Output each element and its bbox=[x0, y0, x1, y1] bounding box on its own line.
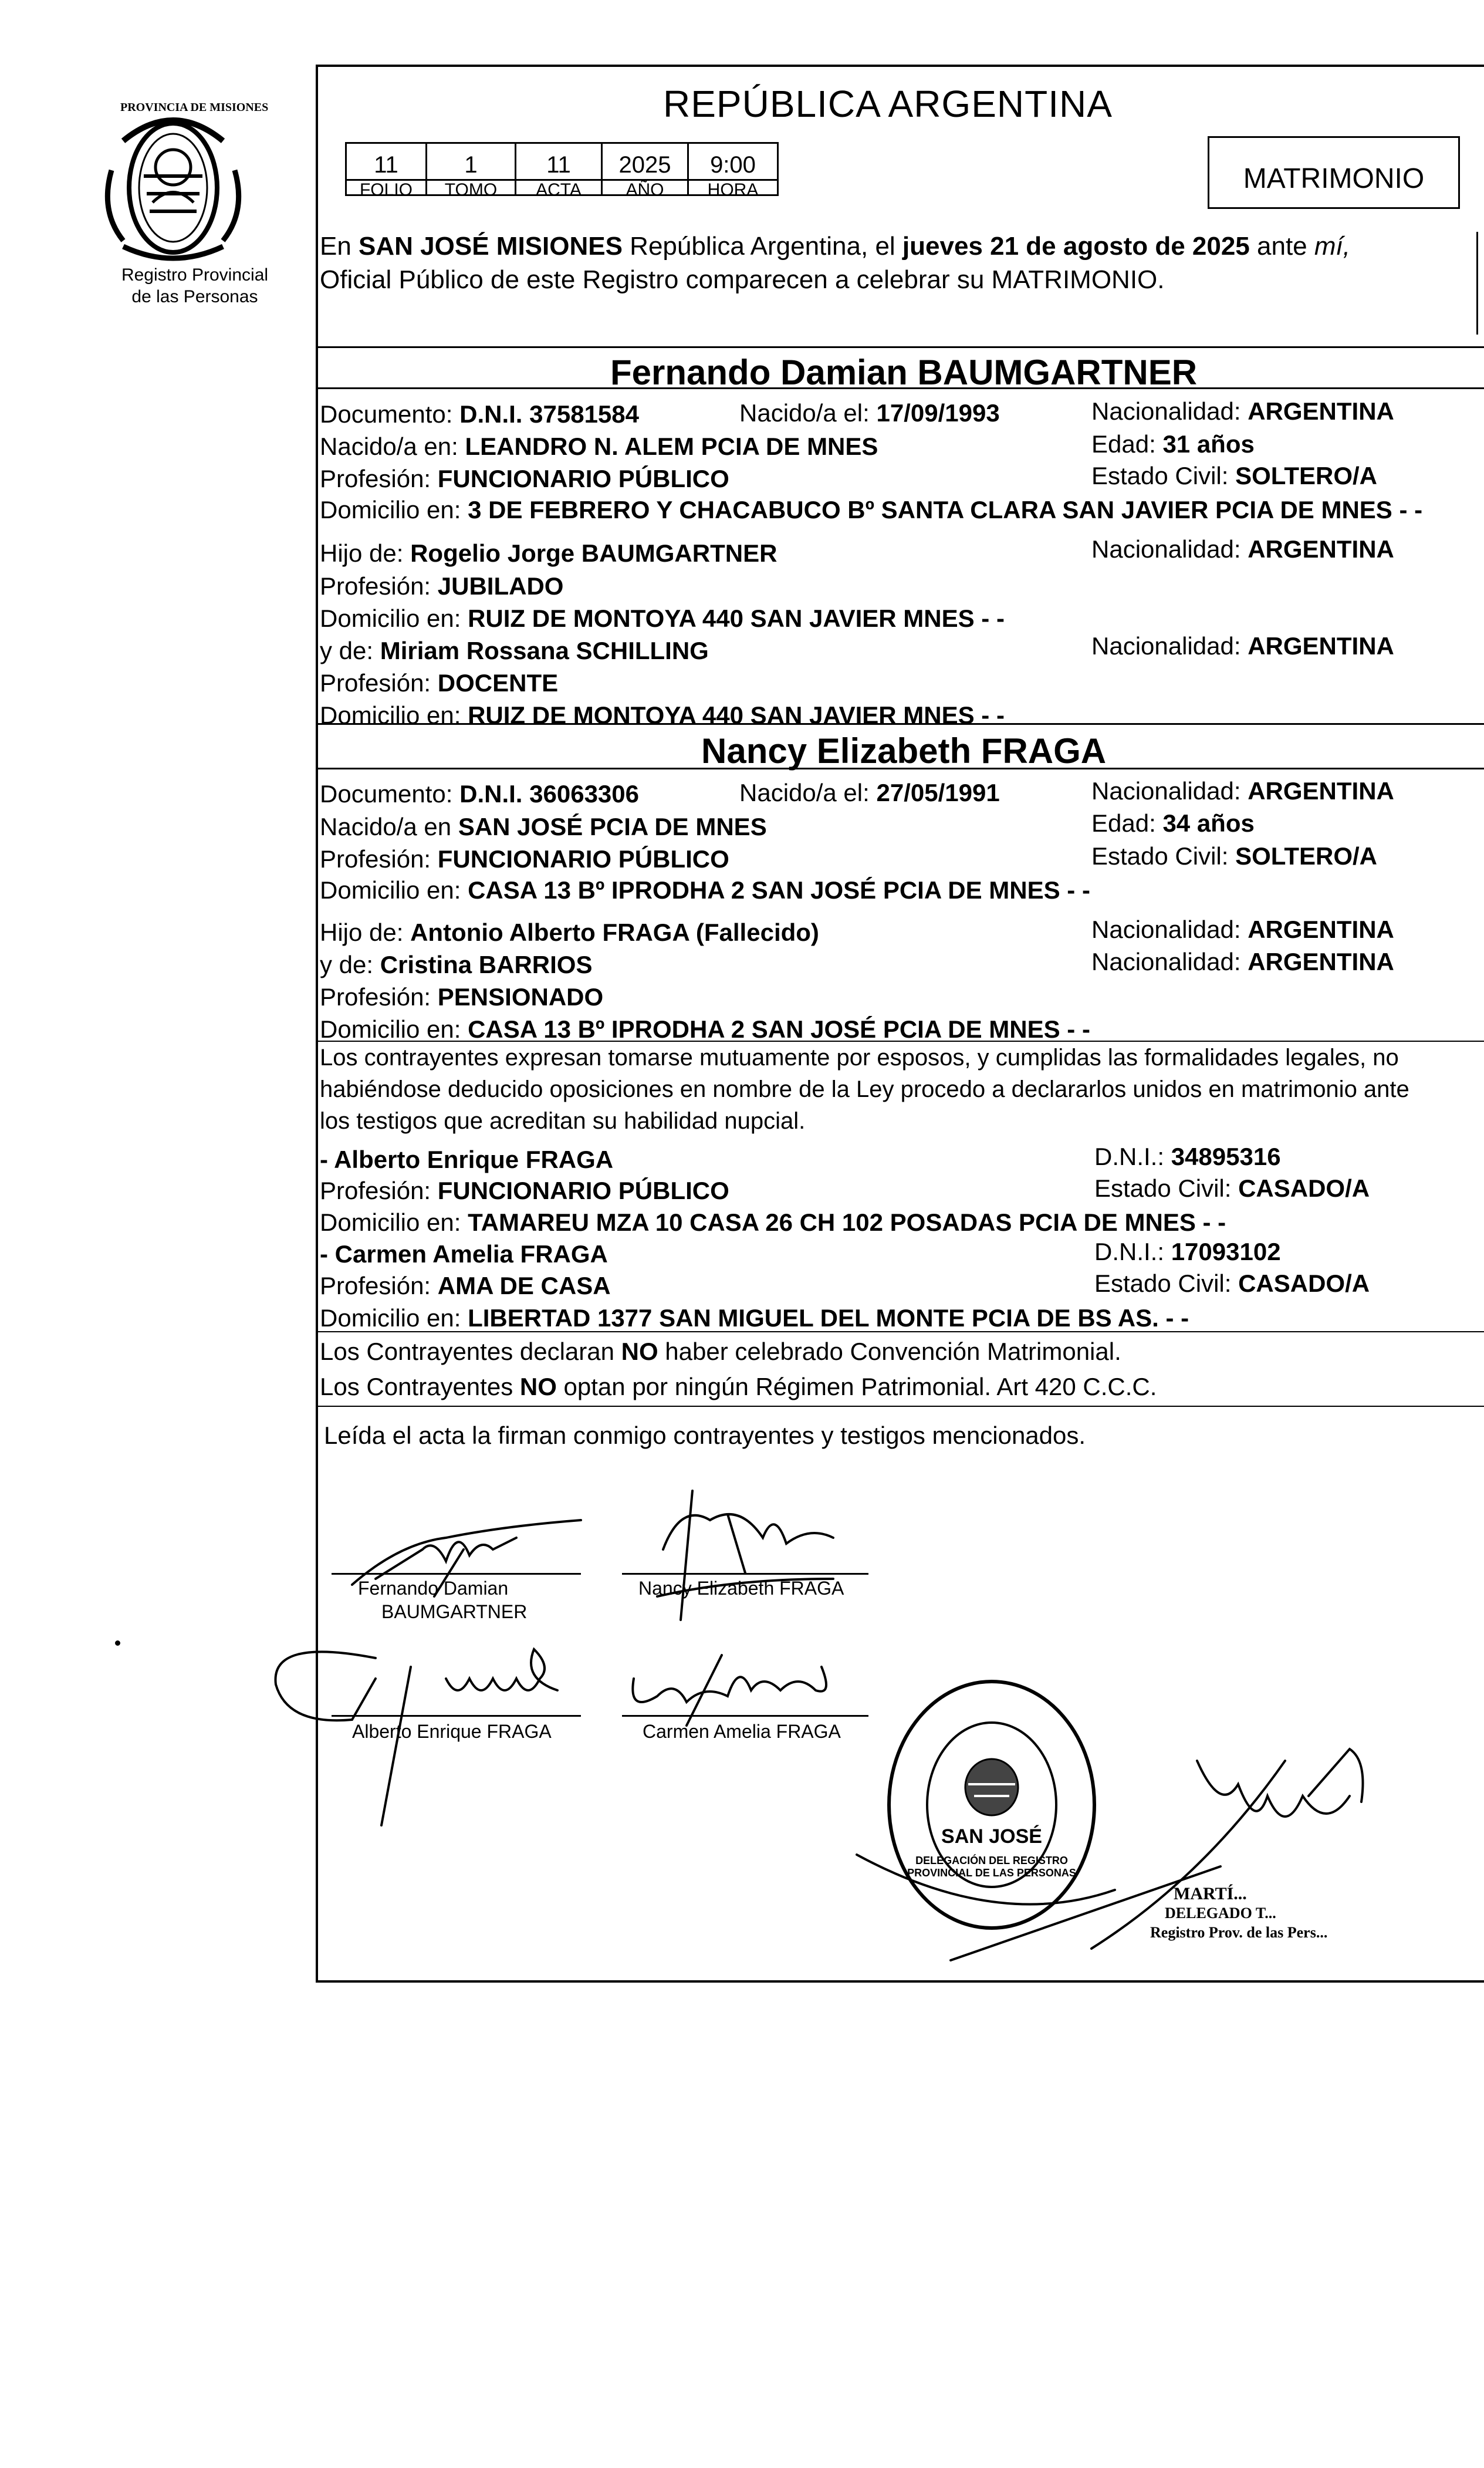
acta-label: ACTA bbox=[516, 179, 601, 200]
signature-witness1 bbox=[275, 1649, 557, 1825]
declaration-line-1: Los contrayentes expresan tomarse mutuamente por esposos, y cumplidas las formalidades legales, no bbox=[320, 1045, 1399, 1071]
spouse2-mother: y de: Cristina BARRIOS bbox=[320, 951, 593, 978]
intro-line-2: Oficial Público de este Registro comparecen a celebrar su MATRIMONIO. bbox=[320, 265, 1165, 294]
spouse2-name: Nancy Elizabeth FRAGA bbox=[701, 731, 1107, 771]
declaration-line-2: habiéndose deducido oposiciones en nombre de la Ley procedo a declararlos unidos en matrimonio ante bbox=[320, 1076, 1409, 1102]
agency-name-line1: Registro Provincial bbox=[121, 265, 269, 285]
spouse1-born-on: Nacido/a el: 17/09/1993 bbox=[739, 399, 1000, 427]
spouse1-doc: Documento: D.N.I. 37581584 bbox=[320, 400, 639, 428]
acta-value: 11 bbox=[546, 152, 571, 178]
stray-dot bbox=[115, 1640, 120, 1646]
emblem-lettering: PROVINCIA DE MISIONES bbox=[120, 101, 269, 114]
country-title: REPÚBLICA ARGENTINA bbox=[663, 83, 1113, 125]
signature-label-spouse1: Fernando Damian bbox=[358, 1578, 509, 1599]
hora-value: 9:00 bbox=[710, 152, 756, 178]
spouse2-mother-address: Domicilio en: CASA 13 Bº IPRODHA 2 SAN JOSÉ PCIA DE MNES - - bbox=[320, 1015, 1090, 1043]
spouse2-father: Hijo de: Antonio Alberto FRAGA (Fallecido) bbox=[320, 919, 819, 946]
tomo-value: 1 bbox=[464, 152, 478, 178]
seal-outer-text: DELEGACIÓN DEL REGISTRO PROVINCIAL DE LAS PERSONAS bbox=[907, 1855, 1076, 1879]
spouse1-mother-nationality: Nacionalidad: ARGENTINA bbox=[1091, 632, 1394, 660]
folio-value: 11 bbox=[374, 152, 398, 178]
witness1-civil-status: Estado Civil: CASADO/A bbox=[1094, 1174, 1370, 1202]
officer-stamp-line-1: MARTÍ... bbox=[1174, 1884, 1247, 1903]
witness2-address: Domicilio en: LIBERTAD 1377 SAN MIGUEL DEL MONTE PCIA DE BS AS. - - bbox=[320, 1304, 1189, 1332]
spouse1-address: Domicilio en: 3 DE FEBRERO Y CHACABUCO Bº SANTA CLARA SAN JAVIER PCIA DE MNES - - bbox=[320, 496, 1423, 524]
spouse2-age: Edad: 34 años bbox=[1091, 809, 1255, 837]
witness1-address: Domicilio en: TAMAREU MZA 10 CASA 26 CH 102 POSADAS PCIA DE MNES - - bbox=[320, 1208, 1226, 1236]
spouse1-nationality: Nacionalidad: ARGENTINA bbox=[1091, 397, 1394, 425]
signature-label-spouse1-surname: BAUMGARTNER bbox=[381, 1601, 528, 1622]
spouse1-civil-status: Estado Civil: SOLTERO/A bbox=[1091, 462, 1377, 489]
spouse1-mother-address: Domicilio en: RUIZ DE MONTOYA 440 SAN JAVIER MNES - - bbox=[320, 701, 1005, 729]
spouse2-civil-status: Estado Civil: SOLTERO/A bbox=[1091, 842, 1377, 870]
seal-icon bbox=[880, 1673, 1103, 1943]
spouse1-name: Fernando Damian BAUMGARTNER bbox=[610, 353, 1198, 392]
signature-spouse2 bbox=[657, 1491, 833, 1620]
official-seal bbox=[880, 1673, 1103, 1943]
spouse2-address: Domicilio en: CASA 13 Bº IPRODHA 2 SAN JOSÉ PCIA DE MNES - - bbox=[320, 876, 1090, 904]
anio-value: 2025 bbox=[618, 152, 671, 178]
signature-label-witness2: Carmen Amelia FRAGA bbox=[643, 1721, 841, 1742]
spouse1-mother-profession: Profesión: DOCENTE bbox=[320, 669, 559, 697]
officer-stamp-line-2: DELEGADO T... bbox=[1165, 1905, 1276, 1922]
signature-label-witness1: Alberto Enrique FRAGA bbox=[352, 1721, 552, 1742]
closing-text: Leída el acta la firman conmigo contrayentes y testigos mencionados. bbox=[324, 1422, 1086, 1449]
spouse2-father-nationality: Nacionalidad: ARGENTINA bbox=[1091, 916, 1394, 943]
spouse1-profession: Profesión: FUNCIONARIO PÚBLICO bbox=[320, 465, 729, 492]
intro-line-1: En SAN JOSÉ MISIONES República Argentina, el jueves 21 de agosto de 2025 ante mí, bbox=[320, 232, 1350, 261]
hora-label: HORA bbox=[689, 179, 777, 200]
anio-label: AÑO bbox=[603, 179, 687, 200]
spouse2-mother-profession: Profesión: PENSIONADO bbox=[320, 983, 604, 1011]
witness2-civil-status: Estado Civil: CASADO/A bbox=[1094, 1270, 1370, 1297]
spouse2-profession: Profesión: FUNCIONARIO PÚBLICO bbox=[320, 845, 729, 873]
tomo-label: TOMO bbox=[427, 179, 515, 200]
witness2-name: - Carmen Amelia FRAGA bbox=[320, 1240, 608, 1268]
spouse1-father-profession: Profesión: JUBILADO bbox=[320, 572, 564, 600]
spouse2-born-on: Nacido/a el: 27/05/1991 bbox=[739, 779, 1000, 806]
record-type: MATRIMONIO bbox=[1243, 163, 1425, 194]
signature-spouse1 bbox=[352, 1520, 581, 1596]
witness2-profession: Profesión: AMA DE CASA bbox=[320, 1272, 611, 1299]
witness1-dni: D.N.I.: 34895316 bbox=[1094, 1143, 1281, 1170]
witness1-profession: Profesión: FUNCIONARIO PÚBLICO bbox=[320, 1177, 729, 1204]
officer-stamp-line-3: Registro Prov. de las Pers... bbox=[1150, 1924, 1328, 1941]
signature-label-spouse2: Nancy Elizabeth FRAGA bbox=[638, 1578, 844, 1599]
convention-line-2: Los Contrayentes NO optan por ningún Régimen Patrimonial. Art 420 C.C.C. bbox=[320, 1373, 1157, 1400]
spouse1-mother: y de: Miriam Rossana SCHILLING bbox=[320, 637, 709, 664]
spouse1-father-address: Domicilio en: RUIZ DE MONTOYA 440 SAN JAVIER MNES - - bbox=[320, 605, 1005, 632]
spouse1-father-nationality: Nacionalidad: ARGENTINA bbox=[1091, 535, 1394, 563]
spouse2-doc: Documento: D.N.I. 36063306 bbox=[320, 780, 639, 808]
spouse1-born-in: Nacido/a en: LEANDRO N. ALEM PCIA DE MNES bbox=[320, 433, 878, 460]
spouse1-father: Hijo de: Rogelio Jorge BAUMGARTNER bbox=[320, 539, 778, 567]
spouse2-mother-nationality: Nacionalidad: ARGENTINA bbox=[1091, 948, 1394, 975]
witness2-dni: D.N.I.: 17093102 bbox=[1094, 1238, 1281, 1265]
declaration-line-3: los testigos que acreditan su habilidad nupcial. bbox=[320, 1108, 806, 1134]
spouse2-nationality: Nacionalidad: ARGENTINA bbox=[1091, 777, 1394, 805]
folio-label: FOLIO bbox=[347, 179, 425, 200]
convention-line-1: Los Contrayentes declaran NO haber celebrado Convención Matrimonial. bbox=[320, 1338, 1121, 1365]
seal-inner-text: SAN JOSÉ bbox=[941, 1825, 1042, 1848]
spouse1-age: Edad: 31 años bbox=[1091, 430, 1255, 458]
spouse2-born-in: Nacido/a en SAN JOSÉ PCIA DE MNES bbox=[320, 813, 767, 840]
witness1-name: - Alberto Enrique FRAGA bbox=[320, 1146, 614, 1173]
signature-witness2 bbox=[633, 1655, 826, 1726]
agency-name-line2: de las Personas bbox=[131, 287, 258, 306]
